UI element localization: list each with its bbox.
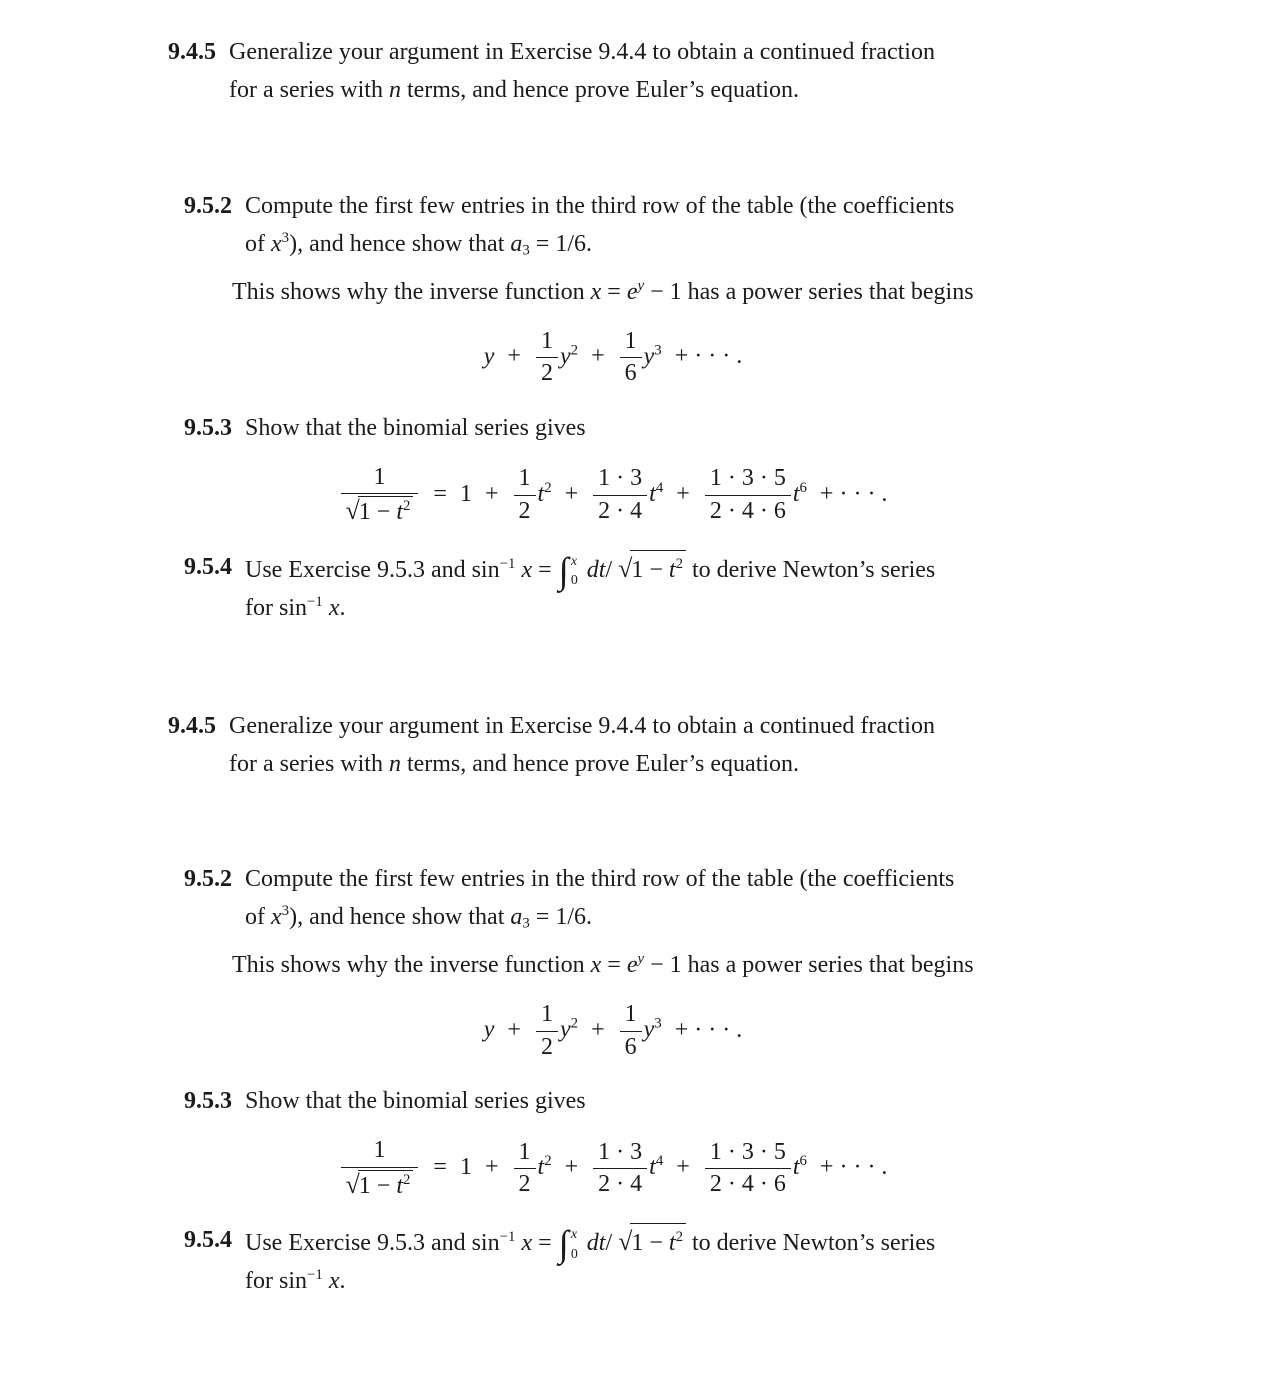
fraction xyxy=(620,328,642,388)
exponent: 2 xyxy=(570,1015,579,1032)
radical-sign: √ xyxy=(618,1227,633,1257)
plus-operator: + xyxy=(484,480,499,507)
fraction-lhs xyxy=(341,464,419,527)
radical-sign: √ xyxy=(618,553,633,583)
square-root xyxy=(345,1169,414,1199)
text: for a series with xyxy=(229,76,389,103)
radical-sign: √ xyxy=(345,496,360,526)
square-root xyxy=(345,496,414,526)
exponent: −1 xyxy=(307,593,323,610)
exercise-block xyxy=(168,34,1185,628)
var-x: x xyxy=(521,556,533,583)
var-t: t xyxy=(537,1154,545,1181)
equation-power-series xyxy=(168,1001,1065,1061)
fraction-numerator: 1 xyxy=(536,1001,558,1032)
fraction xyxy=(620,1001,642,1061)
sin-function: sin xyxy=(278,594,307,621)
radicand xyxy=(358,1170,414,1201)
equals: = xyxy=(601,278,627,305)
integral-limits xyxy=(571,555,578,588)
fraction-numerator: 1 · 3 · 5 xyxy=(705,1139,791,1170)
fraction xyxy=(536,328,558,388)
fraction-denominator xyxy=(341,494,419,527)
text: Use Exercise 9.5.3 and xyxy=(245,556,472,583)
text: Compute the first few entries in the third row of the table (the coefficients xyxy=(245,866,955,893)
radicand xyxy=(630,550,686,590)
text: 1 − xyxy=(358,1172,397,1199)
ellipsis-tail: + · · · . xyxy=(819,1154,888,1181)
var-a: a xyxy=(510,230,523,257)
exercise-number: 9.4.5 xyxy=(168,712,216,739)
exercise-body xyxy=(245,1222,1185,1301)
fraction-denominator: 2 xyxy=(540,360,553,387)
ellipsis-tail: + · · · . xyxy=(674,1016,743,1043)
var-t: t xyxy=(792,480,800,507)
lower-limit: 0 xyxy=(570,573,578,589)
exercise-9-4-5 xyxy=(168,708,1185,784)
exponent: 4 xyxy=(655,479,664,496)
var-t: t xyxy=(792,1154,800,1181)
var-t: t xyxy=(396,1172,403,1199)
text: Show that the binomial series gives xyxy=(245,1088,586,1115)
integral-sign: ∫ xyxy=(558,550,569,592)
plus-operator: + xyxy=(564,480,579,507)
var-x: x xyxy=(521,1230,533,1257)
exercise-body xyxy=(245,188,1185,264)
text: Show that the binomial series gives xyxy=(245,414,586,441)
ellipsis-tail: + · · · . xyxy=(819,480,888,507)
intro-paragraph xyxy=(232,947,1185,985)
exponent-y: y xyxy=(637,951,645,968)
exercise-number: 9.5.3 xyxy=(184,1088,232,1115)
fraction-numerator: 1 xyxy=(341,464,419,495)
equals: = xyxy=(532,556,558,583)
text: terms, and hence prove Euler’s equation. xyxy=(400,750,800,777)
text: Use Exercise 9.5.3 and xyxy=(245,1230,472,1257)
fraction-denominator: 6 xyxy=(624,360,637,387)
var-n: n xyxy=(388,750,401,777)
fraction-denominator: 6 xyxy=(624,1033,637,1060)
fraction xyxy=(514,1139,536,1199)
plus-operator: + xyxy=(507,1016,521,1043)
sin-function: sin xyxy=(471,556,500,583)
exercise-number: 9.5.2 xyxy=(184,866,232,893)
exercise-9-5-3 xyxy=(184,1083,1185,1121)
var-e: e xyxy=(626,278,638,305)
upper-limit: x xyxy=(570,1227,578,1243)
var-x: x xyxy=(328,594,340,621)
text: . xyxy=(339,594,346,621)
plus-operator: + xyxy=(591,1016,605,1043)
var-e: e xyxy=(626,952,638,979)
fraction-numerator: 1 xyxy=(536,328,558,359)
exercise-9-5-4 xyxy=(184,1222,1185,1301)
exponent: −1 xyxy=(499,555,516,572)
exercise-body xyxy=(245,410,1185,448)
exercise-number: 9.5.3 xyxy=(184,414,232,441)
square-root xyxy=(618,1227,686,1257)
sin-function: sin xyxy=(278,1268,307,1295)
exponent: 6 xyxy=(799,1153,807,1170)
fraction xyxy=(514,465,536,525)
equals-operator: = xyxy=(433,480,447,507)
var-t: t xyxy=(668,1230,676,1257)
var-x: x xyxy=(590,278,602,305)
text: for a series with xyxy=(229,750,389,777)
text: This shows why the inverse function xyxy=(232,952,591,979)
integral-limits xyxy=(571,1228,578,1261)
fraction-numerator: 1 xyxy=(514,465,536,496)
exponent: 2 xyxy=(544,1153,552,1170)
text: . xyxy=(339,1268,346,1295)
plus-operator: + xyxy=(507,343,521,370)
upper-limit: x xyxy=(570,553,578,569)
term-one: 1 xyxy=(459,480,472,507)
exponent: 3 xyxy=(654,342,662,359)
equals: = xyxy=(601,952,627,979)
var-t: t xyxy=(649,1154,656,1181)
var-t: t xyxy=(396,499,403,526)
text: of xyxy=(245,904,271,931)
radicand xyxy=(358,496,414,527)
equals: = xyxy=(532,1230,558,1257)
var-dt: dt xyxy=(586,1230,606,1257)
exponent: 4 xyxy=(655,1153,664,1170)
equation-binomial-series xyxy=(168,1137,1065,1200)
subscript: 3 xyxy=(522,242,530,259)
exercise-9-5-3 xyxy=(184,410,1185,448)
ellipsis-tail: + · · · . xyxy=(674,343,743,370)
plus-operator: + xyxy=(676,1154,690,1181)
var-y: y xyxy=(643,343,655,370)
var-y: y xyxy=(559,343,571,370)
radical-sign: √ xyxy=(345,1169,360,1199)
plus-operator: + xyxy=(591,343,605,370)
exponent: 2 xyxy=(402,1171,411,1188)
exponent: −1 xyxy=(307,1267,323,1284)
exercise-number: 9.5.2 xyxy=(184,192,232,219)
exponent: 3 xyxy=(281,229,290,246)
fraction-numerator: 1 xyxy=(514,1139,536,1170)
equation-binomial-series xyxy=(168,464,1065,527)
text: terms, and hence prove Euler’s equation. xyxy=(400,76,800,103)
fraction xyxy=(536,1001,558,1061)
text: − 1 has a power series that begins xyxy=(644,278,974,305)
exercise-body xyxy=(245,549,1185,628)
text: 1 − xyxy=(631,556,669,583)
exercise-body xyxy=(245,861,1185,937)
var-y: y xyxy=(483,343,495,370)
var-a: a xyxy=(510,904,523,931)
var-x: x xyxy=(271,230,282,257)
text: This shows why the inverse function xyxy=(232,278,591,305)
equals-operator: = xyxy=(433,1154,447,1181)
exponent: 2 xyxy=(402,498,411,515)
var-t: t xyxy=(649,480,656,507)
text: for xyxy=(245,594,279,621)
square-root xyxy=(618,553,686,583)
exercise-9-5-2 xyxy=(184,861,1185,937)
fraction xyxy=(593,1139,647,1199)
text: Compute the first few entries in the third row of the table (the coefficients xyxy=(245,192,955,219)
var-x: x xyxy=(590,952,602,979)
slash: / xyxy=(605,1230,619,1257)
exponent: 2 xyxy=(675,1229,683,1246)
slash: / xyxy=(605,556,619,583)
text: Generalize your argument in Exercise 9.4.4 to obtain a continued fraction xyxy=(229,712,935,739)
var-x: x xyxy=(328,1268,340,1295)
exponent: 3 xyxy=(281,903,290,920)
fraction-numerator: 1 · 3 xyxy=(593,1139,647,1170)
text: 1 − xyxy=(358,499,397,526)
text: Generalize your argument in Exercise 9.4.4 to obtain a continued fraction xyxy=(229,39,935,65)
text: − 1 has a power series that begins xyxy=(644,952,974,979)
fraction-denominator: 2 xyxy=(518,497,531,524)
fraction xyxy=(705,1139,791,1199)
fraction-denominator: 2 xyxy=(518,1171,531,1198)
exercise-9-5-2 xyxy=(184,188,1185,264)
exponent-y: y xyxy=(637,277,645,294)
fraction-denominator xyxy=(341,1168,419,1201)
fraction-denominator: 2 · 4 xyxy=(598,1171,643,1198)
text: 1 − xyxy=(631,1230,669,1257)
fraction-denominator: 2 · 4 · 6 xyxy=(709,497,786,524)
integral xyxy=(558,550,578,592)
fraction xyxy=(705,465,791,525)
exponent: 2 xyxy=(544,479,552,496)
exercise-body xyxy=(245,1083,1185,1121)
exercise-number: 9.4.5 xyxy=(168,39,216,65)
fraction-denominator: 2 xyxy=(540,1033,553,1060)
plus-operator: + xyxy=(564,1154,579,1181)
fraction-lhs xyxy=(341,1137,419,1200)
plus-operator: + xyxy=(676,480,690,507)
exponent: −1 xyxy=(499,1229,516,1246)
exponent: 6 xyxy=(799,479,807,496)
var-y: y xyxy=(559,1016,571,1043)
exercise-number: 9.5.4 xyxy=(184,553,232,580)
sin-function: sin xyxy=(471,1230,500,1257)
text: = 1/6. xyxy=(529,904,592,931)
exponent: 3 xyxy=(654,1015,662,1032)
exercise-9-5-4 xyxy=(184,549,1185,628)
text: for xyxy=(245,1268,279,1295)
exercise-number: 9.5.4 xyxy=(184,1227,232,1254)
fraction-numerator: 1 · 3 · 5 xyxy=(705,465,791,496)
fraction-numerator: 1 xyxy=(620,328,642,359)
fraction-numerator: 1 · 3 xyxy=(593,465,647,496)
integral xyxy=(558,1224,578,1266)
var-n: n xyxy=(388,76,401,103)
text: of xyxy=(245,230,271,257)
var-t: t xyxy=(537,480,545,507)
text: = 1/6. xyxy=(529,230,592,257)
exercise-9-4-5 xyxy=(168,34,1185,110)
exercise-body xyxy=(229,708,1185,784)
text: ), and hence show that xyxy=(289,230,511,257)
text: ), and hence show that xyxy=(289,904,511,931)
var-t: t xyxy=(668,556,676,583)
integral-sign: ∫ xyxy=(558,1224,569,1266)
var-x: x xyxy=(271,904,282,931)
plus-operator: + xyxy=(484,1154,499,1181)
fraction-denominator: 2 · 4 xyxy=(598,497,643,524)
equation-power-series xyxy=(168,328,1065,388)
intro-paragraph xyxy=(232,274,1185,312)
lower-limit: 0 xyxy=(570,1246,578,1262)
exercise-body xyxy=(229,34,1185,110)
text: to derive Newton’s series xyxy=(686,1230,936,1257)
exercise-block xyxy=(168,708,1185,1302)
fraction-numerator: 1 xyxy=(341,1137,419,1168)
term-one: 1 xyxy=(459,1154,472,1181)
var-dt: dt xyxy=(586,556,606,583)
exponent: 2 xyxy=(570,342,579,359)
fraction-denominator: 2 · 4 · 6 xyxy=(709,1171,786,1198)
var-y: y xyxy=(643,1016,655,1043)
var-y: y xyxy=(483,1016,495,1043)
fraction xyxy=(593,465,647,525)
text: to derive Newton’s series xyxy=(686,556,936,583)
exponent: 2 xyxy=(675,555,683,572)
radicand xyxy=(630,1223,686,1263)
subscript: 3 xyxy=(522,916,530,933)
fraction-numerator: 1 xyxy=(620,1001,642,1032)
